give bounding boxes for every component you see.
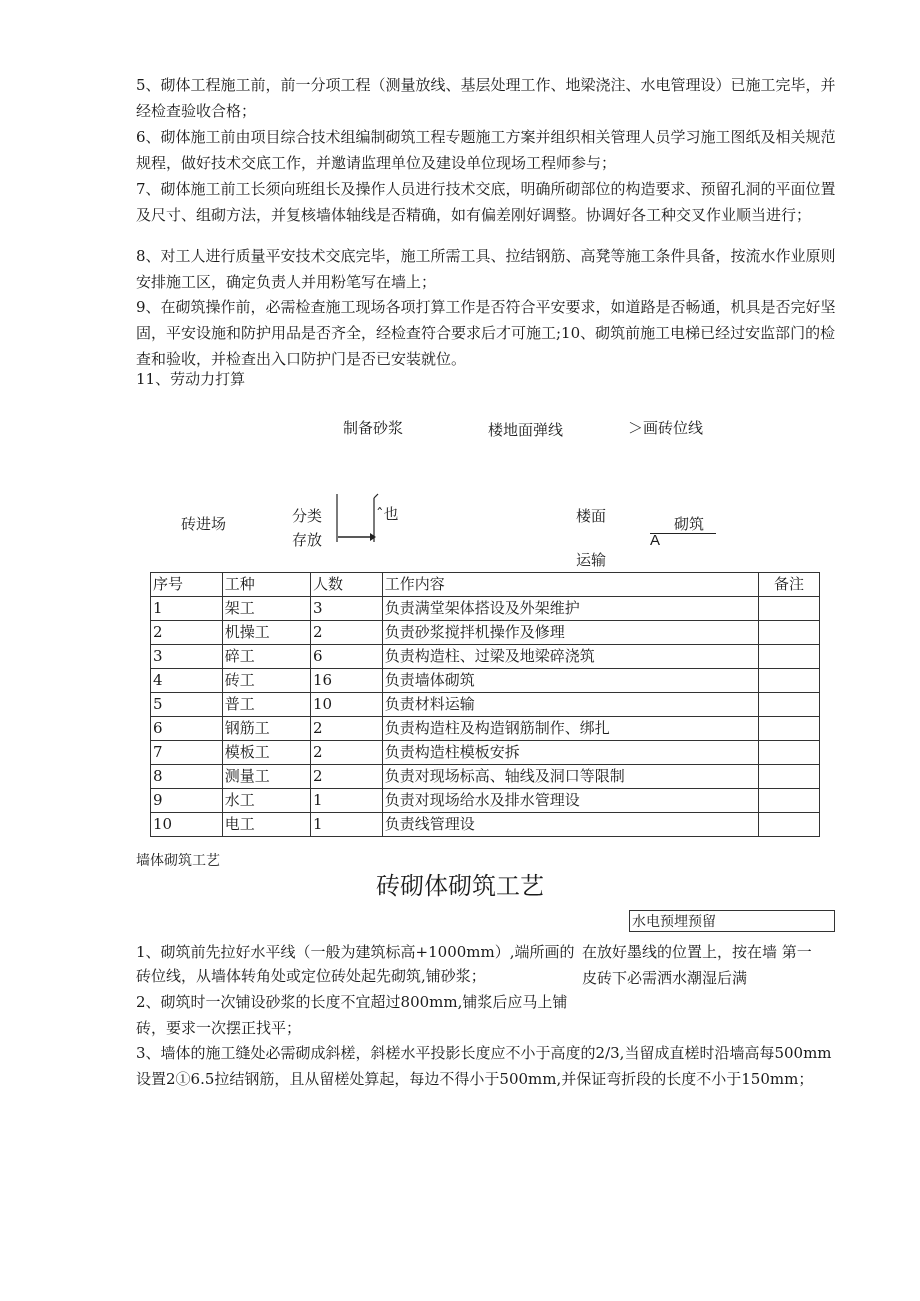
table-cell: [759, 597, 820, 621]
header-cell: 备注: [759, 573, 820, 597]
table-cell: 架工: [222, 597, 310, 621]
table-cell: 模板工: [222, 741, 310, 765]
paragraph-5: 5、砌体工程施工前，前一分项工程（测量放线、基层处理工作、地梁浇注、水电管理设）已施工完毕，并经检查验收合格；: [136, 76, 836, 120]
table-cell: 2: [311, 765, 383, 789]
flow-brick-entry: 砖进场: [181, 515, 227, 533]
flow-fragment: ˆ也: [376, 505, 399, 523]
table-row: [151, 765, 820, 789]
table-cell: 负责砂浆搅拌机操作及修理: [382, 621, 758, 645]
table-cell: 2: [311, 717, 383, 741]
table-row: [151, 645, 820, 669]
table-cell: [759, 789, 820, 813]
labor-heading: 11、劳动力打算: [136, 370, 246, 388]
table-row: [151, 813, 820, 837]
table-cell: 负责对现场给水及排水管理设: [382, 789, 758, 813]
table-cell: 负责满堂架体搭设及外架维护: [382, 597, 758, 621]
box-label: 水电预埋预留: [629, 910, 835, 932]
table-row: [151, 717, 820, 741]
table-cell: [759, 741, 820, 765]
step1-left-b: 砖位线，从墙体转角处或定位砖处起先砌筑,铺砂浆；: [136, 967, 486, 985]
flow-arrow-icon: [330, 490, 380, 550]
table-row: [151, 669, 820, 693]
table-cell: [759, 813, 820, 837]
page-title: 砖砌体砌筑工艺: [376, 872, 544, 900]
table-row: [151, 621, 820, 645]
step2-b: 砖，要求一次摆正找平；: [136, 1019, 302, 1037]
table-cell: 2: [311, 621, 383, 645]
table-row: [151, 693, 820, 717]
flow-sort-a: 分类: [292, 507, 323, 525]
header-cell: 工种: [222, 573, 310, 597]
flow-floor-snap-line: 楼地面弹线: [488, 421, 564, 439]
table-cell: 6: [311, 645, 383, 669]
table-cell: [759, 693, 820, 717]
wall-caption: 墙体砌筑工艺: [136, 853, 220, 869]
table-cell: 负责构造柱模板安拆: [382, 741, 758, 765]
paragraph-9: 9、在砌筑操作前，必需检查施工现场各项打算工作是否符合平安要求，如道路是否畅通，机具是否完好坚固，平安设施和防护用品是否齐全，经检查符合要求后才可施工;10、砌筑前施工电梯已经过安监部门的检查和验收，并检查出入口防护门是否已安装就位。: [136, 298, 836, 368]
table-cell: 3: [151, 645, 223, 669]
table-cell: 水工: [222, 789, 310, 813]
table-cell: [759, 669, 820, 693]
flow-prep-mortar: 制备砂浆: [343, 419, 404, 437]
table-row: [151, 741, 820, 765]
table-cell: [759, 621, 820, 645]
paragraph-8: 8、对工人进行质量平安技术交底完毕，施工所需工具、拉结钢筋、高凳等施工条件具备，按流水作业原则安排施工区，确定负责人并用粉笔写在墙上；: [136, 247, 836, 291]
table-row: [151, 789, 820, 813]
table-cell: 5: [151, 693, 223, 717]
table-cell: 负责材料运输: [382, 693, 758, 717]
table-cell: [759, 765, 820, 789]
table-cell: 负责线管理设: [382, 813, 758, 837]
table-cell: [759, 717, 820, 741]
table-row: [151, 597, 820, 621]
table-cell: 16: [311, 669, 383, 693]
table-cell: 负责构造柱及构造钢筋制作、绑扎: [382, 717, 758, 741]
step1-left-a: 1、砌筑前先拉好水平线（一般为建筑标高+1000mm）,端所画的: [136, 943, 575, 961]
table-cell: 10: [151, 813, 223, 837]
flow-floor-a: 楼面: [576, 507, 607, 525]
table-cell: 1: [151, 597, 223, 621]
header-cell: 工作内容: [382, 573, 758, 597]
flow-masonry: 砌筑: [674, 515, 705, 533]
table-cell: 负责对现场标高、轴线及洞口等限制: [382, 765, 758, 789]
labor-table: [150, 572, 820, 837]
table-cell: 2: [311, 741, 383, 765]
step1-right-a: 在放好墨线的位置上，按在墙 第一: [582, 943, 812, 961]
table-cell: 1: [311, 789, 383, 813]
paragraph-7: 7、砌体施工前工长须向班组长及操作人员进行技术交底，明确所砌部位的构造要求、预留孔洞的平面位置及尺寸、组砌方法，并复核墙体轴线是否精确，如有偏差刚好调整。协调好各工种交叉作业顺当进行；: [136, 180, 836, 224]
header-cell: 序号: [151, 573, 223, 597]
table-cell: [759, 645, 820, 669]
table-cell: 碎工: [222, 645, 310, 669]
table-cell: 4: [151, 669, 223, 693]
flow-mark-a: A: [650, 532, 661, 549]
flow-sort-b: 存放: [292, 531, 323, 549]
table-cell: 7: [151, 741, 223, 765]
table-cell: 6: [151, 717, 223, 741]
header-cell: 人数: [311, 573, 383, 597]
paragraph-6: 6、砌体施工前由项目综合技术组编制砌筑工程专题施工方案并组织相关管理人员学习施工图纸及相关规范规程，做好技术交底工作，并邀请监理单位及建设单位现场工程师参与；: [136, 128, 836, 172]
step1-right-b: 皮砖下必需洒水潮湿后满: [582, 969, 748, 987]
flow-floor-b: 运输: [576, 551, 607, 569]
table-cell: 测量工: [222, 765, 310, 789]
step3: 3、墙体的施工缝处必需砌成斜槎，斜槎水平投影长度应不小于高度的2/3,当留成直槎时沿墙高每500mm设置2①6.5拉结钢筋，且从留槎处算起，每边不得小于500mm,并保证弯折段的长度不小于150mm；: [136, 1044, 832, 1088]
table-cell: 9: [151, 789, 223, 813]
table-cell: 电工: [222, 813, 310, 837]
table-cell: 2: [151, 621, 223, 645]
table-cell: 10: [311, 693, 383, 717]
table-cell: 普工: [222, 693, 310, 717]
table-cell: 3: [311, 597, 383, 621]
table-cell: 机操工: [222, 621, 310, 645]
step2-a: 2、砌筑时一次铺设砂浆的长度不宜超过800mm,铺浆后应马上铺: [136, 993, 568, 1011]
table-cell: 1: [311, 813, 383, 837]
table-cell: 砖工: [222, 669, 310, 693]
flow-draw-brick-line: ＞画砖位线: [628, 419, 704, 437]
table-cell: 8: [151, 765, 223, 789]
table-cell: 钢筋工: [222, 717, 310, 741]
table-cell: 负责构造柱、过梁及地梁碎浇筑: [382, 645, 758, 669]
table-header-row: [151, 573, 820, 597]
table-cell: 负责墙体砌筑: [382, 669, 758, 693]
